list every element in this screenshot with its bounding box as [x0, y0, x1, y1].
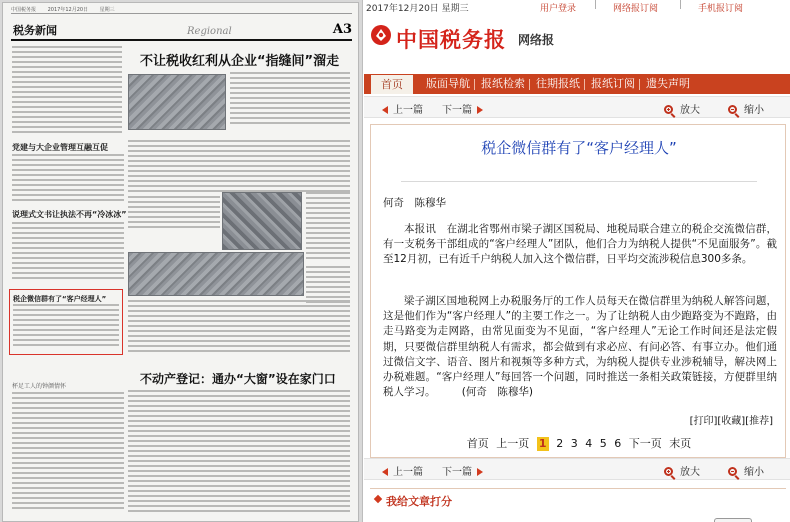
- nav-lost-notice[interactable]: 遗失声明: [646, 77, 690, 90]
- masthead-item: 星期三: [99, 7, 115, 13]
- section-region: Regional: [187, 26, 232, 37]
- rating-section: [370, 488, 786, 510]
- pagination: [371, 435, 787, 451]
- arrow-left-icon: [382, 468, 388, 476]
- last-page-link[interactable]: 末页: [669, 437, 692, 450]
- zoom-in-button[interactable]: [664, 463, 700, 478]
- nav-separator: [584, 79, 585, 90]
- next-article-label: 下一篇: [442, 105, 472, 116]
- side-article-title[interactable]: 说理式文书让执法不再“冷冰冰”: [12, 210, 127, 219]
- selected-article-title[interactable]: 税企微信群有了“客户经理人”: [13, 295, 107, 303]
- article-title: 税企微信群有了“客户经理人”: [481, 139, 677, 157]
- separator: |: [594, 0, 598, 10]
- zoom-out-button[interactable]: [728, 101, 764, 116]
- nav-layout[interactable]: 版面导航: [426, 77, 470, 90]
- prev-article-label: 上一篇: [393, 467, 423, 478]
- logo-subtitle: 网络报: [518, 33, 555, 47]
- first-page-link[interactable]: 首页: [466, 437, 489, 450]
- newspaper-page-image[interactable]: [0, 0, 363, 522]
- text-column: [306, 192, 350, 262]
- text-column: [128, 196, 220, 231]
- article-byline: 何奇 陈穆华: [383, 197, 446, 209]
- page-link[interactable]: 5: [599, 437, 607, 450]
- article-panel: [370, 124, 786, 458]
- page-link[interactable]: 4: [585, 437, 593, 450]
- section-name: 税务新闻: [13, 24, 57, 37]
- bottom-column-title: 杯足工人的钟颜情怀: [12, 383, 67, 390]
- text-column: [128, 390, 350, 515]
- news-photo[interactable]: [128, 252, 304, 296]
- text-column: [128, 140, 350, 195]
- page-number: A3: [332, 22, 352, 37]
- subscribe-mobile-link[interactable]: 手机报订阅: [698, 4, 744, 14]
- masthead-item: 2017年12月20日: [47, 7, 89, 13]
- article-paragraph: 梁子湖区国地税网上办税服务厅的工作人员每天在微信群里为纳税人解答问题，这是他们作为“客户经理人”的主要工作之一。为了让纳税人由少跑路变为不跑路，由走马路变为走网路，由常见面变为不见面，“客户经理人”无论工作时间还是法定假期，只要微信群里纳税人有需求，都会做到有求必应、有问必答、有事立办。他们通过微信文字、语音、图片和视频等多种方式，为纳税人提供专业涉税辅导，解决网上办税难题。“客户经理人”每回答一个问题，同时推送一条相关政策链接，方便群里纳税人学习。 (何奇 陈穆华): [383, 295, 777, 399]
- news-photo[interactable]: [128, 74, 226, 130]
- text-column: [12, 154, 124, 204]
- prev-article-label: 上一篇: [393, 105, 423, 116]
- header-rule: [11, 39, 352, 41]
- headline-top[interactable]: 不让税收红利从企业“指缝间”溜走: [140, 54, 340, 69]
- article-toolbar-bottom: [364, 458, 790, 480]
- title-divider: [401, 181, 757, 182]
- nav-separator: [639, 79, 640, 90]
- nav-separator: [474, 79, 475, 90]
- next-article-label: 下一篇: [442, 467, 472, 478]
- text-column: [12, 222, 124, 282]
- prev-article-button[interactable]: [382, 101, 423, 116]
- article-toolbar-top: [364, 96, 790, 118]
- favorite-link[interactable]: [收藏]: [717, 416, 746, 427]
- arrow-right-icon: [477, 106, 483, 114]
- issue-date: 2017年12月20日 星期三: [366, 4, 469, 14]
- zoom-in-label: 放大: [680, 467, 700, 478]
- rating-heading: 我给文章打分: [386, 495, 452, 508]
- zoom-out-label: 缩小: [744, 467, 764, 478]
- next-article-button[interactable]: [442, 463, 483, 478]
- logo-text: 中国税务报: [396, 27, 506, 52]
- diamond-bullet-icon: [374, 495, 382, 503]
- rating-widget-edge[interactable]: [714, 518, 752, 522]
- next-article-button[interactable]: [442, 101, 483, 116]
- nav-archive[interactable]: 往期报纸: [536, 77, 580, 90]
- e-paper-site: [364, 0, 790, 522]
- logo-icon: [370, 24, 392, 46]
- prev-page-link[interactable]: 上一页: [496, 437, 530, 450]
- headline-bottom[interactable]: 不动产登记：通办“大窗”设在家门口: [140, 372, 336, 386]
- zoom-out-icon: [728, 467, 737, 476]
- zoom-in-icon: [664, 467, 673, 476]
- prev-article-button[interactable]: [382, 463, 423, 478]
- text-column: [12, 46, 122, 136]
- nav-separator: [529, 79, 530, 90]
- zoom-out-button[interactable]: [728, 463, 764, 478]
- masthead-item: 中国税务报: [11, 7, 37, 13]
- text-column: [13, 304, 119, 349]
- text-column: [230, 72, 350, 127]
- nav-search[interactable]: 报纸检索: [481, 77, 525, 90]
- page-link-current[interactable]: 1: [537, 437, 549, 451]
- nav-subscribe[interactable]: 报纸订阅: [591, 77, 635, 90]
- subscribe-web-link[interactable]: 网络报订阅: [613, 4, 659, 14]
- page-link[interactable]: 6: [614, 437, 622, 450]
- zoom-in-label: 放大: [680, 105, 700, 116]
- zoom-in-icon: [664, 105, 673, 114]
- nav-home[interactable]: 首页: [370, 74, 414, 94]
- separator: |: [679, 0, 683, 10]
- zoom-in-button[interactable]: [664, 101, 700, 116]
- article-tools: [690, 412, 773, 427]
- news-photo[interactable]: [222, 192, 302, 250]
- zoom-out-label: 缩小: [744, 105, 764, 116]
- page-link[interactable]: 3: [570, 437, 578, 450]
- arrow-left-icon: [382, 106, 388, 114]
- recommend-link[interactable]: [推荐]: [745, 416, 773, 427]
- zoom-out-icon: [728, 105, 737, 114]
- arrow-right-icon: [477, 468, 483, 476]
- side-article-title[interactable]: 党建与大企业管理互融互促: [12, 143, 108, 152]
- next-page-link[interactable]: 下一页: [628, 437, 662, 450]
- page-link[interactable]: 2: [556, 437, 564, 450]
- text-column: [128, 300, 350, 355]
- login-link[interactable]: 用户登录: [540, 4, 577, 14]
- masthead-strip: [11, 6, 352, 14]
- print-link[interactable]: [打印]: [689, 416, 718, 427]
- top-bar: [364, 0, 790, 14]
- text-column: [12, 392, 124, 512]
- article-paragraph: 本报讯 在湖北省鄂州市梁子湖区国税局、地税局联合建立的税企交流微信群，有一支税务干部组成的“客户经理人”团队，他们合力为纳税人提供“不见面服务”。截至12月初，已有近千户纳税人加入这个微信群，日平均交流涉税信息300多条。: [383, 223, 777, 266]
- site-logo[interactable]: [370, 18, 570, 58]
- main-nav: [364, 74, 790, 94]
